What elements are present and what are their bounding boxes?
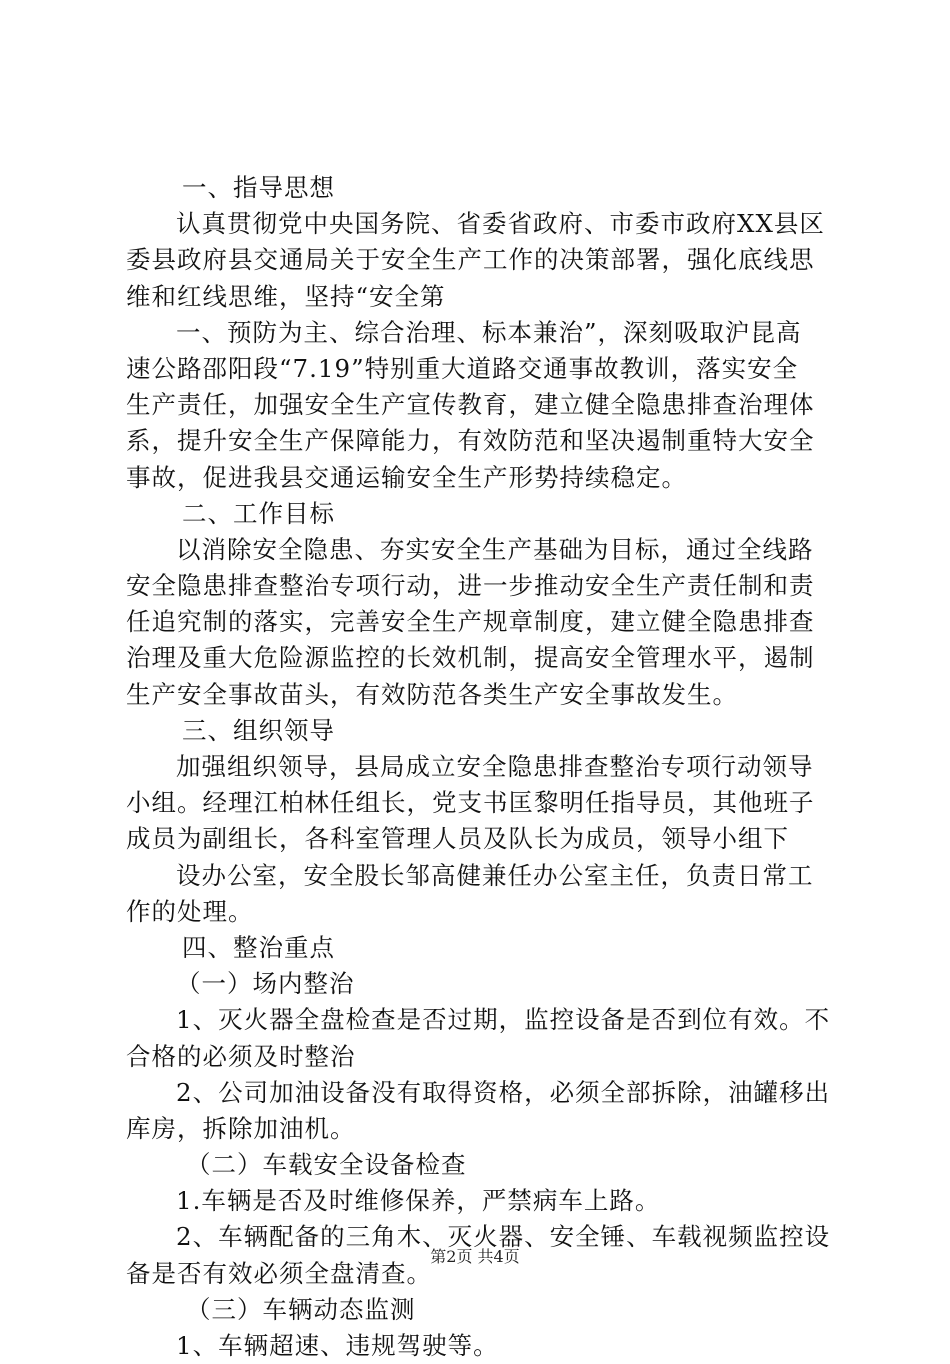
text-line: 设办公室，安全股长邹高健兼任办公室主任，负责日常工 <box>176 860 814 890</box>
text-line: 2、公司加油设备没有取得资格，必须全部拆除，油罐移出 <box>176 1077 831 1107</box>
text-line: 治理及重大危险源监控的长效机制，提高安全管理水平，遏制 <box>126 643 815 673</box>
text-line: 三、组织领导 <box>182 715 335 745</box>
text-line: 备是否有效必须全盘清查。 <box>126 1258 432 1288</box>
text-line: 小组。经理江柏林任组长，党支书匡黎明任指导员，其他班子 <box>126 788 815 818</box>
text-line: 速公路邵阳段“7.19”特别重大道路交通事故教训，落实安全 <box>126 353 799 383</box>
text-line: （一）场内整治 <box>176 969 355 999</box>
text-line: 2、车辆配备的三角木、灭火器、安全锤、车载视频监控设 <box>176 1222 831 1252</box>
text-line: 1、车辆超速、违规驾驶等。 <box>176 1331 499 1360</box>
page-footer: 第2页 共4页 <box>430 1247 520 1266</box>
text-line: 成员为副组长，各科室管理人员及队长为成员，领导小组下 <box>126 824 789 854</box>
document-body <box>126 170 836 1364</box>
text-line: 生产责任，加强安全生产宣传教育，建立健全隐患排查治理体 <box>126 390 815 420</box>
text-line: 一、指导思想 <box>182 173 335 202</box>
text-line: 系，提升安全生产保障能力，有效防范和坚决遏制重特大安全 <box>126 426 815 456</box>
text-line: 事故，促进我县交通运输安全生产形势持续稳定。 <box>126 462 687 492</box>
text-line: 一、预防为主、综合治理、标本兼治”，深刻吸取沪昆高 <box>176 317 802 347</box>
text-line: 合格的必须及时整治 <box>126 1041 356 1071</box>
text-line: 认真贯彻党中央国务院、省委省政府、市委市政府XX县区 <box>176 209 825 239</box>
text-line: （三）车辆动态监测 <box>186 1294 416 1324</box>
text-line: 库房，拆除加油机。 <box>126 1113 356 1143</box>
text-line: 生产安全事故苗头，有效防范各类生产安全事故发生。 <box>126 679 738 709</box>
text-line: 作的处理。 <box>126 896 254 926</box>
text-line: 以消除安全隐患、夯实安全生产基础为目标，通过全线路 <box>176 534 814 564</box>
text-line: 四、整治重点 <box>182 932 335 962</box>
text-line: （二）车载安全设备检查 <box>186 1150 467 1180</box>
text-line: 加强组织领导，县局成立安全隐患排查整治专项行动领导 <box>176 752 814 781</box>
text-line: 任追究制的落实，完善安全生产规章制度，建立健全隐患排查 <box>126 607 815 637</box>
text-line: 1.车辆是否及时维修保养，严禁病车上路。 <box>176 1186 661 1216</box>
text-line: 维和红线思维，坚持“安全第 <box>126 281 446 311</box>
text-line: 二、工作目标 <box>182 498 335 528</box>
text-line: 1、灭火器全盘检查是否过期，监控设备是否到位有效。不 <box>176 1005 831 1035</box>
text-line: 委县政府县交通局关于安全生产工作的决策部署，强化底线思 <box>126 245 815 275</box>
text-line: 安全隐患排查整治专项行动，进一步推动安全生产责任制和责 <box>126 571 815 601</box>
